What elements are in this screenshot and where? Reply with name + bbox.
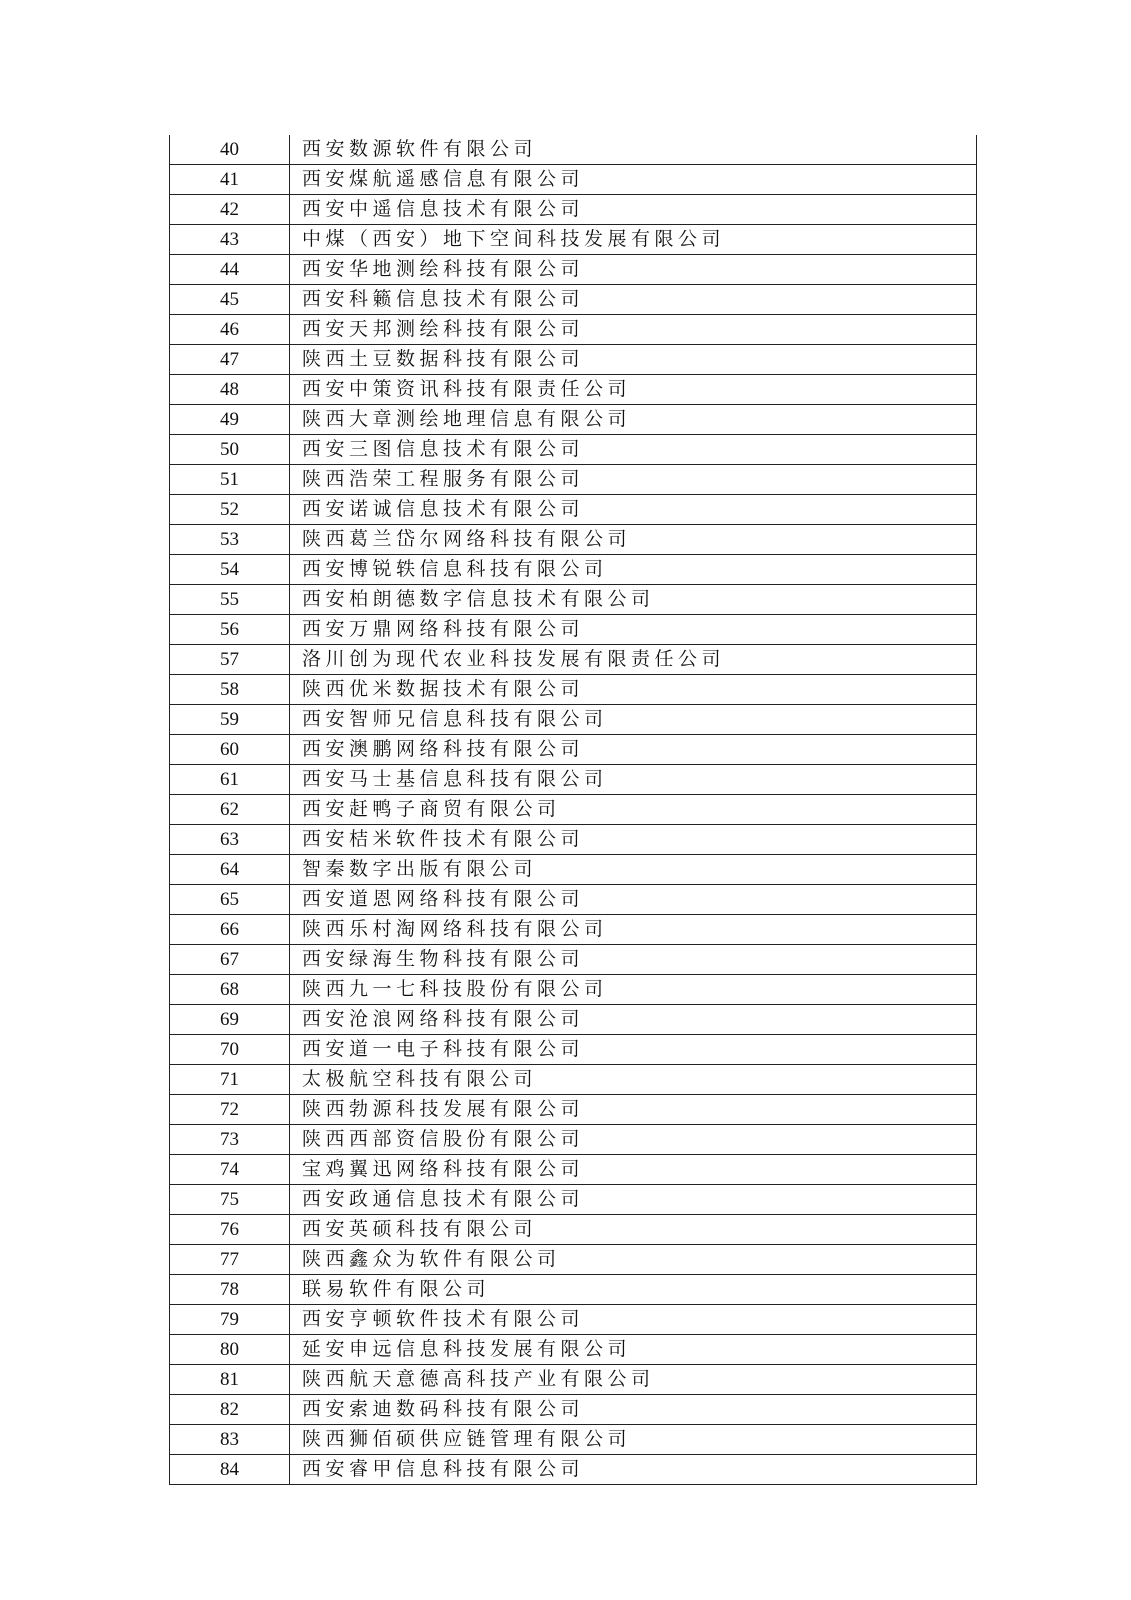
company-name: 西安数源软件有限公司	[290, 135, 977, 165]
company-name: 西安睿甲信息科技有限公司	[290, 1455, 977, 1485]
row-number: 67	[170, 945, 290, 975]
table-row	[170, 525, 977, 555]
table-row	[170, 1275, 977, 1305]
row-number: 83	[170, 1425, 290, 1455]
company-name: 联易软件有限公司	[290, 1275, 977, 1305]
company-name: 西安英硕科技有限公司	[290, 1215, 977, 1245]
table-row	[170, 1095, 977, 1125]
company-name: 西安中遥信息技术有限公司	[290, 195, 977, 225]
row-number: 44	[170, 255, 290, 285]
company-name: 西安亨顿软件技术有限公司	[290, 1305, 977, 1335]
table-row	[170, 585, 977, 615]
company-name: 延安申远信息科技发展有限公司	[290, 1335, 977, 1365]
company-name: 陕西航天意德高科技产业有限公司	[290, 1365, 977, 1395]
table-row	[170, 255, 977, 285]
company-name: 陕西九一七科技股份有限公司	[290, 975, 977, 1005]
row-number: 54	[170, 555, 290, 585]
row-number: 45	[170, 285, 290, 315]
table-row	[170, 735, 977, 765]
row-number: 49	[170, 405, 290, 435]
table-row	[170, 405, 977, 435]
row-number: 56	[170, 615, 290, 645]
table-row	[170, 615, 977, 645]
table-row	[170, 1245, 977, 1275]
company-name: 西安沧浪网络科技有限公司	[290, 1005, 977, 1035]
table-row	[170, 1425, 977, 1455]
row-number: 81	[170, 1365, 290, 1395]
table-row	[170, 1185, 977, 1215]
company-name: 西安澳鹏网络科技有限公司	[290, 735, 977, 765]
row-number: 63	[170, 825, 290, 855]
table-row	[170, 1305, 977, 1335]
row-number: 78	[170, 1275, 290, 1305]
table-row	[170, 285, 977, 315]
company-name: 西安诺诚信息技术有限公司	[290, 495, 977, 525]
table-row	[170, 885, 977, 915]
table-row	[170, 765, 977, 795]
row-number: 52	[170, 495, 290, 525]
table-row	[170, 1065, 977, 1095]
table-row	[170, 1155, 977, 1185]
table-row	[170, 345, 977, 375]
row-number: 66	[170, 915, 290, 945]
table-row	[170, 645, 977, 675]
company-name: 陕西狮佰硕供应链管理有限公司	[290, 1425, 977, 1455]
table-row	[170, 1395, 977, 1425]
company-name: 陕西浩荣工程服务有限公司	[290, 465, 977, 495]
company-name: 西安索迪数码科技有限公司	[290, 1395, 977, 1425]
company-name: 西安三图信息技术有限公司	[290, 435, 977, 465]
company-name: 中煤（西安）地下空间科技发展有限公司	[290, 225, 977, 255]
row-number: 77	[170, 1245, 290, 1275]
row-number: 57	[170, 645, 290, 675]
row-number: 65	[170, 885, 290, 915]
company-name: 西安马士基信息科技有限公司	[290, 765, 977, 795]
company-name: 西安煤航遥感信息有限公司	[290, 165, 977, 195]
row-number: 70	[170, 1035, 290, 1065]
table-row	[170, 465, 977, 495]
row-number: 74	[170, 1155, 290, 1185]
table-row	[170, 555, 977, 585]
table-row	[170, 1365, 977, 1395]
row-number: 60	[170, 735, 290, 765]
table-row	[170, 675, 977, 705]
company-name: 陕西勃源科技发展有限公司	[290, 1095, 977, 1125]
row-number: 50	[170, 435, 290, 465]
company-name: 陕西土豆数据科技有限公司	[290, 345, 977, 375]
table-row	[170, 1455, 977, 1485]
company-name: 陕西鑫众为软件有限公司	[290, 1245, 977, 1275]
row-number: 55	[170, 585, 290, 615]
table-row	[170, 495, 977, 525]
table-row	[170, 135, 977, 165]
company-name: 西安柏朗德数字信息技术有限公司	[290, 585, 977, 615]
row-number: 59	[170, 705, 290, 735]
company-name: 西安赶鸭子商贸有限公司	[290, 795, 977, 825]
table-row	[170, 1215, 977, 1245]
row-number: 61	[170, 765, 290, 795]
company-name: 西安道一电子科技有限公司	[290, 1035, 977, 1065]
row-number: 75	[170, 1185, 290, 1215]
row-number: 79	[170, 1305, 290, 1335]
company-name: 太极航空科技有限公司	[290, 1065, 977, 1095]
row-number: 58	[170, 675, 290, 705]
company-name: 宝鸡翼迅网络科技有限公司	[290, 1155, 977, 1185]
company-name: 西安万鼎网络科技有限公司	[290, 615, 977, 645]
table-row	[170, 435, 977, 465]
row-number: 64	[170, 855, 290, 885]
row-number: 82	[170, 1395, 290, 1425]
row-number: 71	[170, 1065, 290, 1095]
company-name: 西安科籁信息技术有限公司	[290, 285, 977, 315]
company-name: 西安绿海生物科技有限公司	[290, 945, 977, 975]
row-number: 53	[170, 525, 290, 555]
row-number: 76	[170, 1215, 290, 1245]
company-name: 西安桔米软件技术有限公司	[290, 825, 977, 855]
company-name: 西安道恩网络科技有限公司	[290, 885, 977, 915]
table-row	[170, 315, 977, 345]
table-row	[170, 795, 977, 825]
company-name: 洛川创为现代农业科技发展有限责任公司	[290, 645, 977, 675]
table-row	[170, 855, 977, 885]
table-row	[170, 945, 977, 975]
row-number: 43	[170, 225, 290, 255]
company-name: 陕西乐村淘网络科技有限公司	[290, 915, 977, 945]
table-row	[170, 1335, 977, 1365]
table-row	[170, 165, 977, 195]
table-row	[170, 1005, 977, 1035]
company-name: 西安政通信息技术有限公司	[290, 1185, 977, 1215]
row-number: 42	[170, 195, 290, 225]
company-name: 西安智师兄信息科技有限公司	[290, 705, 977, 735]
company-list-table	[169, 135, 977, 1485]
table-row	[170, 1035, 977, 1065]
company-name: 智秦数字出版有限公司	[290, 855, 977, 885]
company-name: 陕西大章测绘地理信息有限公司	[290, 405, 977, 435]
company-name: 西安天邦测绘科技有限公司	[290, 315, 977, 345]
row-number: 51	[170, 465, 290, 495]
table-row	[170, 375, 977, 405]
row-number: 73	[170, 1125, 290, 1155]
table-body	[170, 135, 977, 1485]
row-number: 68	[170, 975, 290, 1005]
company-name: 陕西优米数据技术有限公司	[290, 675, 977, 705]
table-row	[170, 975, 977, 1005]
row-number: 46	[170, 315, 290, 345]
row-number: 69	[170, 1005, 290, 1035]
table-row	[170, 915, 977, 945]
company-name: 西安中策资讯科技有限责任公司	[290, 375, 977, 405]
row-number: 62	[170, 795, 290, 825]
company-name: 陕西西部资信股份有限公司	[290, 1125, 977, 1155]
row-number: 41	[170, 165, 290, 195]
table-row	[170, 705, 977, 735]
row-number: 80	[170, 1335, 290, 1365]
table-row	[170, 195, 977, 225]
company-name: 西安华地测绘科技有限公司	[290, 255, 977, 285]
row-number: 47	[170, 345, 290, 375]
table-row	[170, 225, 977, 255]
row-number: 72	[170, 1095, 290, 1125]
company-name: 西安博锐轶信息科技有限公司	[290, 555, 977, 585]
row-number: 84	[170, 1455, 290, 1485]
company-name: 陕西葛兰岱尔网络科技有限公司	[290, 525, 977, 555]
table-row	[170, 1125, 977, 1155]
row-number: 48	[170, 375, 290, 405]
table-row	[170, 825, 977, 855]
row-number: 40	[170, 135, 290, 165]
